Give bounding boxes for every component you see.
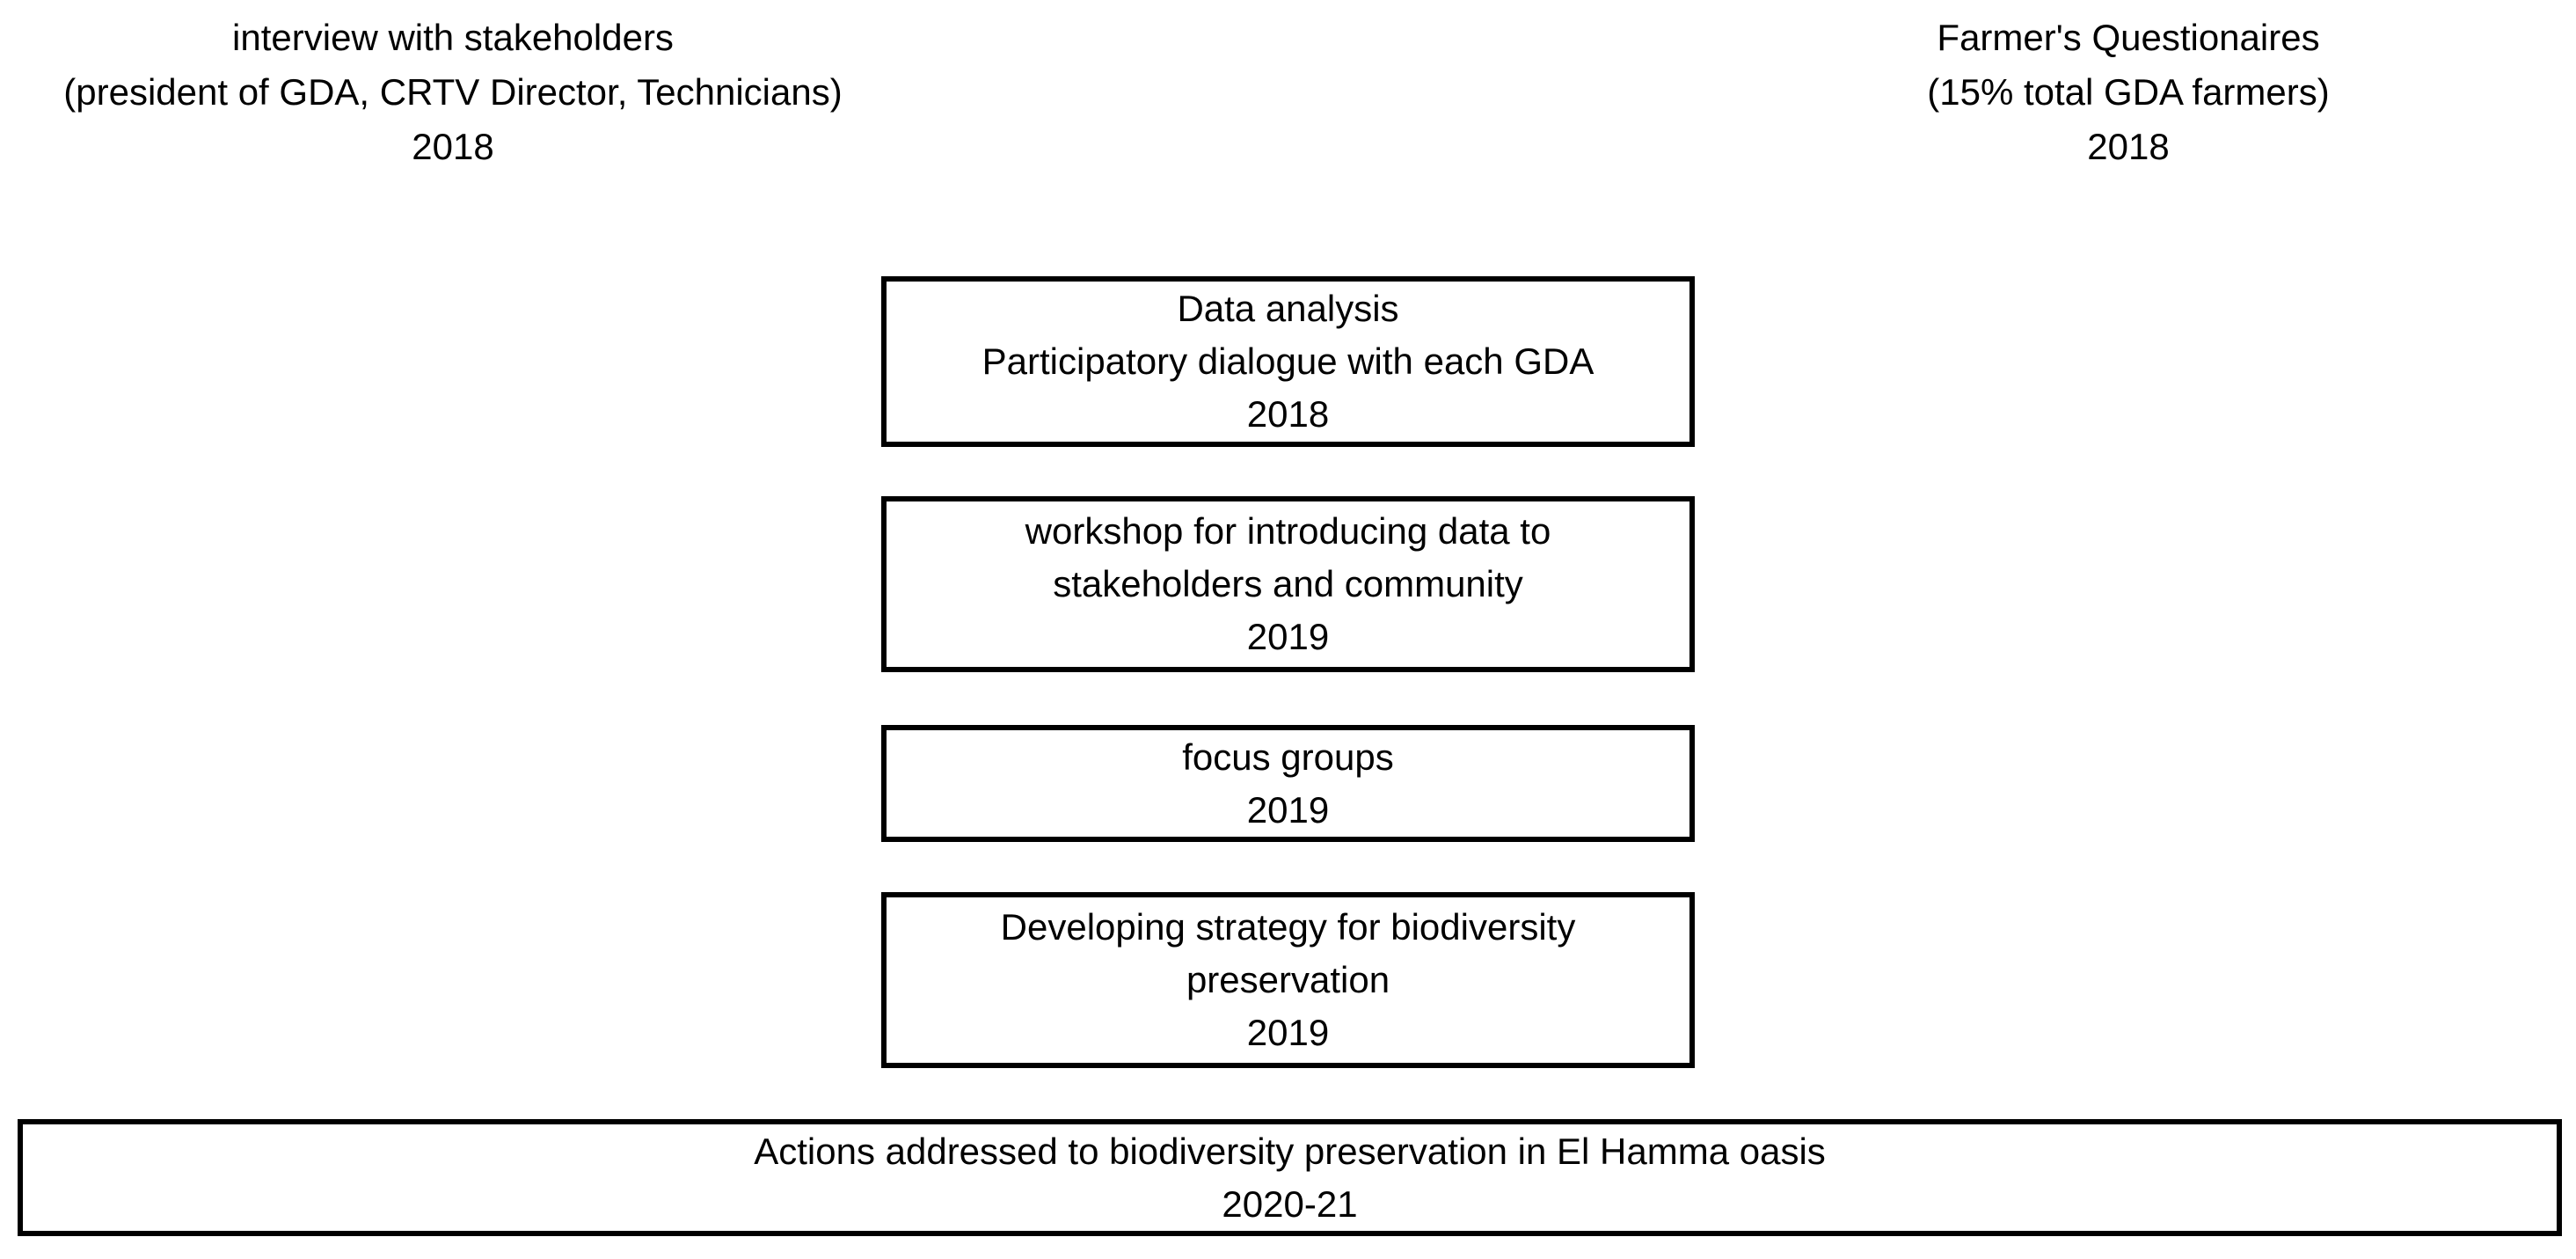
stakeholder-interview-label [0, 11, 906, 174]
step-year: 2019 [1246, 788, 1330, 831]
step-text: Developing strategy for biodiversity [1000, 906, 1576, 948]
step-box-actions [18, 1119, 2562, 1236]
step-year: 2018 [1246, 393, 1330, 435]
step-box-focus-groups [881, 725, 1695, 842]
step-year: 2019 [1246, 616, 1330, 657]
step-year: 2019 [1246, 1012, 1330, 1053]
farmer-questionnaire-sample: (15% total GDA farmers) [1927, 71, 2330, 113]
stakeholder-interview-title: interview with stakeholders [232, 17, 674, 58]
farmer-questionnaire-year: 2018 [2087, 126, 2170, 167]
stakeholder-interview-year: 2018 [412, 126, 494, 167]
step-text: Actions addressed to biodiversity preservation in El Hamma oasis [754, 1130, 1826, 1172]
step-year: 2020-21 [1222, 1182, 1358, 1225]
step-text: Data analysis [1177, 288, 1399, 329]
step-text: Participatory dialogue with each GDA [982, 340, 1594, 382]
step-box-workshop [881, 496, 1695, 672]
step-text: preservation [1186, 959, 1390, 1000]
farmer-questionnaire-label [1856, 11, 2401, 174]
step-box-strategy [881, 892, 1695, 1068]
step-box-data-analysis [881, 276, 1695, 447]
step-text: focus groups [1182, 736, 1394, 778]
step-text: workshop for introducing data to [1025, 510, 1551, 552]
stakeholder-interview-participants: (president of GDA, CRTV Director, Technicians) [63, 71, 843, 113]
step-text: stakeholders and community [1053, 563, 1523, 604]
farmer-questionnaire-title: Farmer's Questionaires [1937, 17, 2320, 58]
